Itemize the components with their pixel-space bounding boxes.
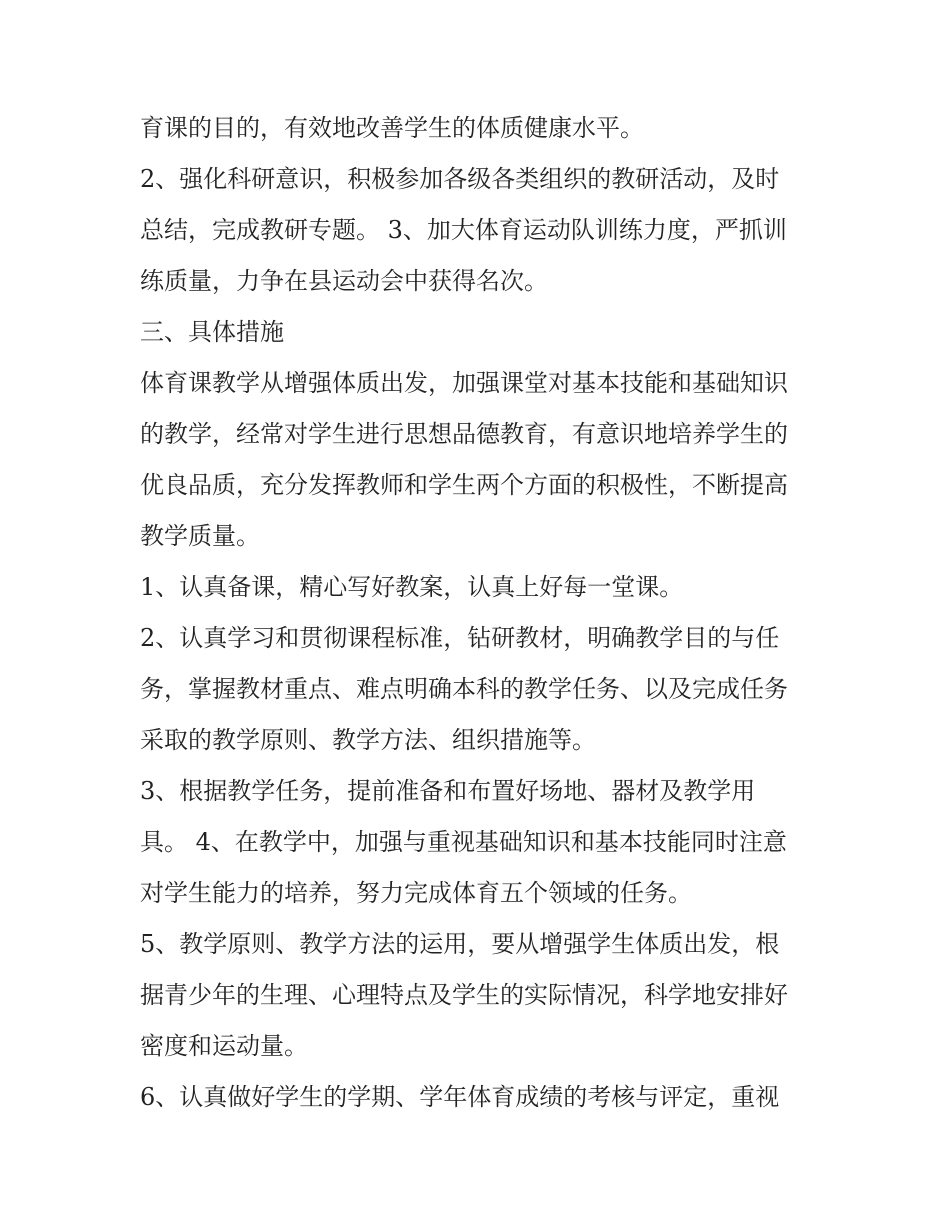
text-line: 务，掌握教材重点、难点明确本科的教学任务、以及完成任务 [140, 675, 788, 703]
document-body [140, 108, 820, 1128]
text-line: 总结，完成教研专题。 3、加大体育运动队训练力度，严抓训 [140, 216, 787, 244]
text-line: 2、认真学习和贯彻课程标准，钻研教材，明确教学目的与任 [140, 624, 780, 652]
text-line: 采取的教学原则、教学方法、组织措施等。 [140, 726, 596, 754]
text-line: 密度和运动量。 [140, 1032, 308, 1060]
text-line: 练质量，力争在县运动会中获得名次。 [140, 267, 548, 295]
text-line: 6、认真做好学生的学期、学年体育成绩的考核与评定，重视 [140, 1083, 780, 1111]
text-line: 据青少年的生理、心理特点及学生的实际情况，科学地安排好 [140, 981, 788, 1009]
text-line: 5、教学原则、教学方法的运用，要从增强学生体质出发，根 [140, 930, 780, 958]
text-line: 具。 4、在教学中，加强与重视基础知识和基本技能同时注意 [140, 828, 787, 856]
text-line: 育课的目的，有效地改善学生的体质健康水平。 [140, 114, 644, 142]
text-line: 教学质量。 [140, 522, 260, 550]
text-line: 2、强化科研意识，积极参加各级各类组织的教研活动，及时 [140, 165, 780, 193]
section-heading: 三、具体措施 [140, 318, 284, 346]
text-line: 1、认真备课，精心写好教案，认真上好每一堂课。 [140, 573, 684, 601]
text-line: 的教学，经常对学生进行思想品德教育，有意识地培养学生的 [140, 420, 788, 448]
text-line: 优良品质，充分发挥教师和学生两个方面的积极性，不断提高 [140, 471, 788, 499]
text-line: 3、根据教学任务，提前准备和布置好场地、器材及教学用 [140, 777, 756, 805]
text-line: 对学生能力的培养，努力完成体育五个领域的任务。 [140, 879, 692, 907]
text-line: 体育课教学从增强体质出发，加强课堂对基本技能和基础知识 [140, 369, 788, 397]
